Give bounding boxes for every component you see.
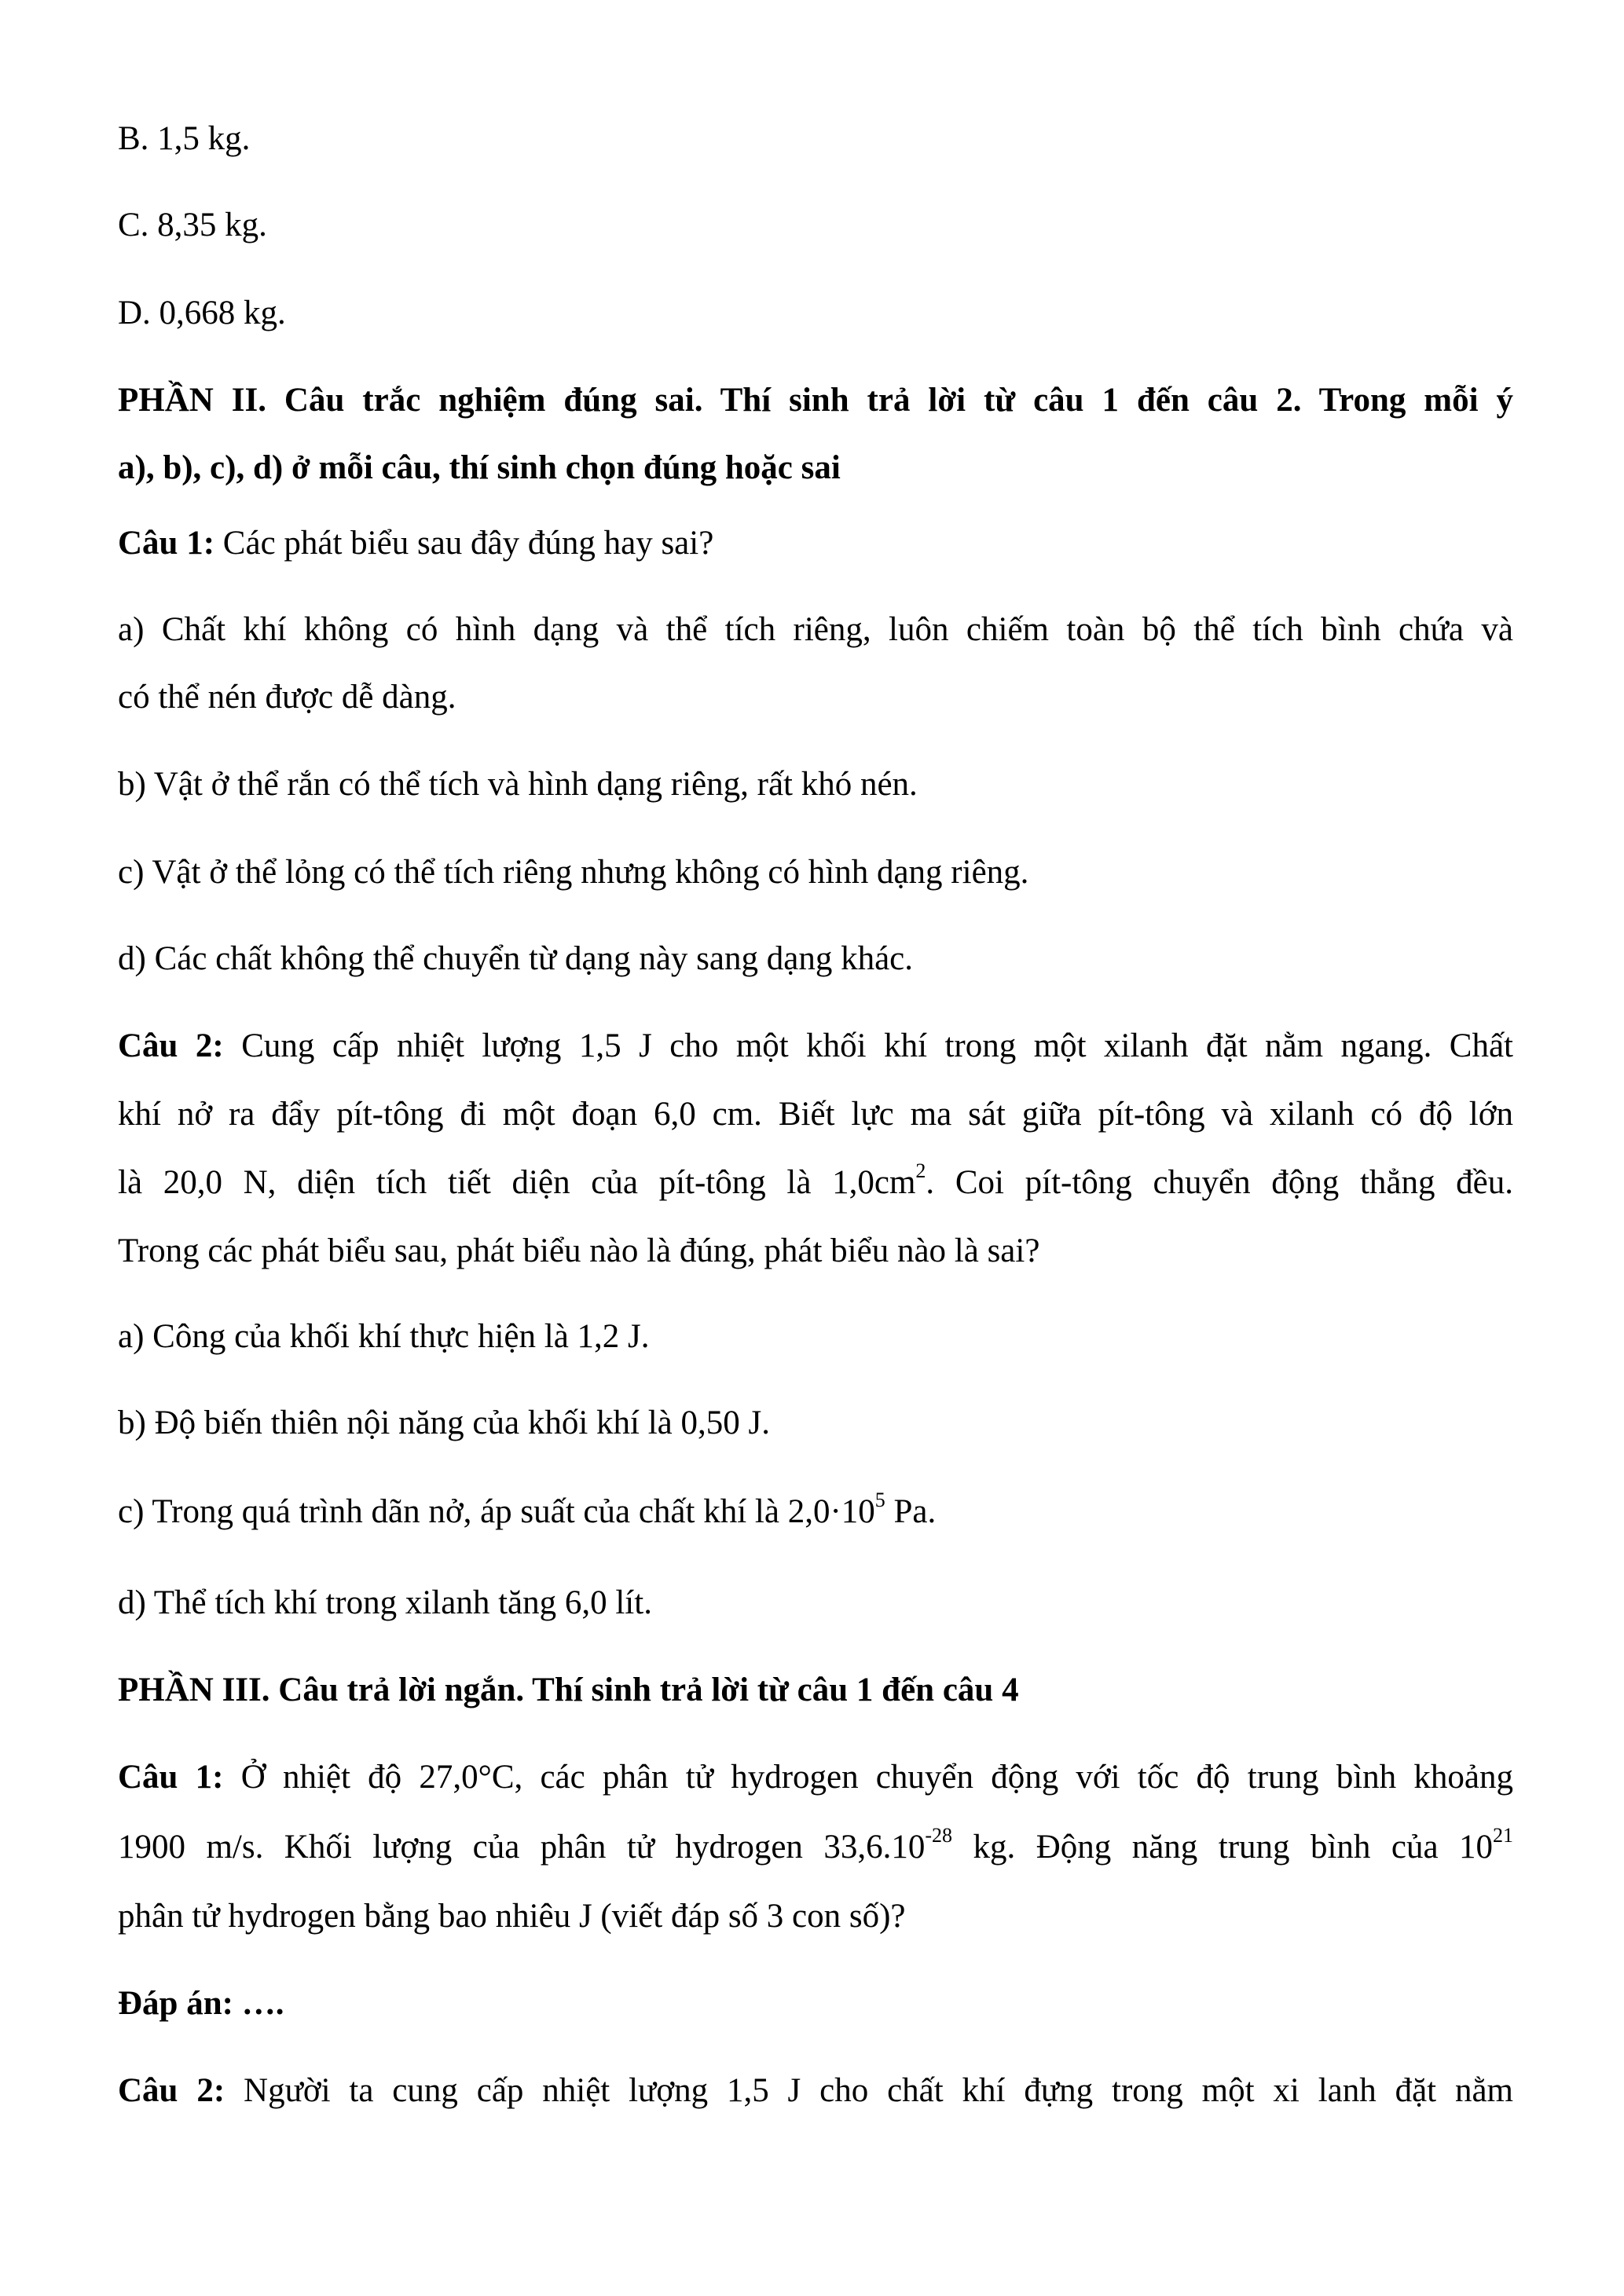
q2-c-unit: Pa.: [885, 1493, 937, 1530]
question-label: Câu 2:: [118, 2072, 225, 2109]
part2-q1-d: d) Các chất không thể chuyển từ dạng này sang dạng khác.: [118, 940, 913, 977]
part3-heading: PHẦN III. Câu trả lời ngắn. Thí sinh trả lời từ câu 1 đến câu 4: [118, 1672, 1019, 1708]
q1-line2-text: 1900 m/s. Khối lượng của phân tử hydrogen 33,6.10: [118, 1829, 926, 1866]
part2-q1-b: b) Vật ở thể rắn có thể tích và hình dạng riêng, rất khó nén.: [118, 766, 918, 803]
part2-q1-c: c) Vật ở thể lỏng có thể tích riêng nhưng không có hình dạng riêng.: [118, 854, 1029, 891]
part3-q1-line1: [118, 1760, 1513, 1794]
part2-heading-line2: a), b), c), d) ở mỗi câu, thí sinh chọn đúng hoặc sai: [118, 449, 841, 486]
q1-line2-text-mid: kg. Động năng trung bình của 10: [952, 1829, 1493, 1866]
part3-q2-line1: [118, 2074, 1513, 2107]
part2-q2-b: b) Độ biến thiên nội năng của khối khí là 0,50 J.: [118, 1404, 770, 1441]
q2-line3-text: là 20,0 N, diện tích tiết diện của pít-tông là 1,0cm: [118, 1164, 916, 1201]
question-label: Câu 1:: [118, 525, 215, 562]
q2-c-text: c) Trong quá trình dãn nở, áp suất của chất khí là 2,0·10: [118, 1493, 875, 1530]
part2-q1-stem: [118, 526, 713, 560]
part2-q2-line2: khí nở ra đẩy pít-tông đi một đoạn 6,0 cm. Biết lực ma sát giữa pít-tông và xilanh có độ lớn: [118, 1096, 1513, 1133]
superscript: 5: [874, 1489, 885, 1511]
option-c: C. 8,35 kg.: [118, 207, 267, 244]
part3-q1-line2: [118, 1824, 1513, 1866]
part3-q1-line3: phân tử hydrogen bằng bao nhiêu J (viết đáp số 3 con số)?: [118, 1898, 906, 1935]
question-text: Ở nhiệt độ 27,0°C, các phân tử hydrogen chuyển động với tốc độ trung bình khoảng: [223, 1759, 1513, 1796]
q2-line3-text-end: . Coi pít-tông chuyển động thẳng đều.: [926, 1164, 1514, 1201]
part2-q2-d: d) Thể tích khí trong xilanh tăng 6,0 lít.: [118, 1584, 652, 1621]
option-b: B. 1,5 kg.: [118, 120, 251, 157]
part2-q2-line4: Trong các phát biểu sau, phát biểu nào là đúng, phát biểu nào là sai?: [118, 1232, 1040, 1269]
question-label: Câu 1:: [118, 1759, 224, 1796]
part2-q2-a: a) Công của khối khí thực hiện là 1,2 J.: [118, 1318, 650, 1355]
superscript: 2: [915, 1159, 926, 1182]
part2-q2-line1: [118, 1029, 1513, 1063]
option-d: D. 0,668 kg.: [118, 295, 286, 331]
question-text: Người ta cung cấp nhiệt lượng 1,5 J cho chất khí đựng trong một xi lanh đặt nằm: [225, 2072, 1513, 2109]
part2-q2-line3: [118, 1159, 1514, 1201]
part2-q1-a-line2: có thể nén được dễ dàng.: [118, 679, 456, 716]
part2-heading-line1: PHẦN II. Câu trắc nghiệm đúng sai. Thí sinh trả lời từ câu 1 đến câu 2. Trong mỗi ý: [118, 382, 1513, 419]
superscript: -28: [925, 1824, 953, 1847]
part2-q1-a-line1: a) Chất khí không có hình dạng và thể tích riêng, luôn chiếm toàn bộ thể tích bình chứa và: [118, 611, 1513, 648]
question-text: Cung cấp nhiệt lượng 1,5 J cho một khối khí trong một xilanh đặt nằm ngang. Chất: [223, 1027, 1513, 1064]
question-label: Câu 2:: [118, 1027, 224, 1064]
answer-line: Đáp án: ….: [118, 1985, 284, 2022]
part2-q2-c: [118, 1489, 937, 1530]
question-text: Các phát biểu sau đây đúng hay sai?: [214, 525, 714, 562]
superscript: 21: [1493, 1824, 1513, 1847]
